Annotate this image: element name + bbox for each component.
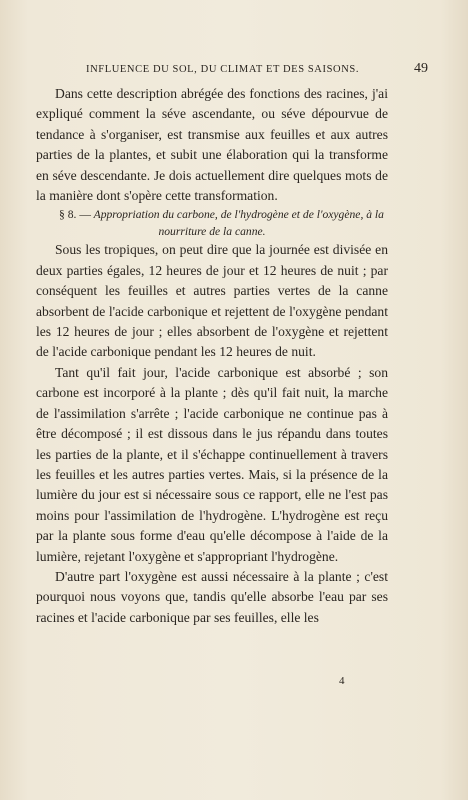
section-number: § 8. — bbox=[59, 208, 91, 222]
section-title: Appropriation du carbone, de l'hydrogène et de l'oxygène, à la nourriture de la canne. bbox=[93, 208, 384, 239]
paragraph-oxygen: D'autre part l'oxygène est aussi nécessaire à la plante ; c'est pourquoi nous voyons que, tandis qu'elle absorbe l'eau par ses racines et l'acide carbonique par ses feuilles, elle les bbox=[36, 568, 388, 625]
running-title: INFLUENCE DU SOL, DU CLIMAT ET DES SAISONS. bbox=[86, 64, 360, 75]
page-number: 49 bbox=[414, 61, 428, 76]
signature-mark: 4 bbox=[339, 675, 345, 687]
body-text bbox=[36, 84, 388, 628]
paragraph-tropics: Sous les tropiques, on peut dire que la journée est divisée en deux parties égales, 12 heures de jour et 12 heures de nuit ; par conséquent les feuilles et autres parties vertes de la canne absorbent de l'acide carbonique et rejettent de l'oxygène pendant les 12 heures de jour ; elles absorbent de l'oxygène et rejettent de l'acide carbonique pendant les 12 heures de nuit. bbox=[36, 242, 388, 360]
page-header bbox=[40, 62, 428, 78]
section-heading bbox=[36, 206, 388, 240]
paragraph-roots-summary: Dans cette description abrégée des fonctions des racines, j'ai expliqué comment la séve ascendante, ou séve dépourvue de tendance à s'organiser, est transmise aux feuilles et aux autres parties de la plantes, et subit une élaboration qui la transforme en séve descendante. Je dois actuellement dire quelques mots de la manière dont s'opère cette transformation. bbox=[36, 86, 388, 204]
paragraph-daylight: Tant qu'il fait jour, l'acide carbonique est absorbé ; son carbone est incorporé à la plante ; dès qu'il fait nuit, la marche de l'assimilation s'arrête ; l'acide carbonique ne continue pas à être décomposé ; il est dissous dans le jus répandu dans toutes les parties de la plante, et il s'échappe continuellement à travers les feuilles et les autres parties vertes. Mais, si la présence de la lumière du jour est si nécessaire sous ce rapport, elle ne l'est pas moins pour l'assimilation de l'hydrogène. L'hydrogène est reçu par la plante sous forme d'eau qu'elle décompose à l'aide de la lumière, rejetant l'oxygène et s'appropriant l'hydrogène. bbox=[36, 364, 388, 564]
